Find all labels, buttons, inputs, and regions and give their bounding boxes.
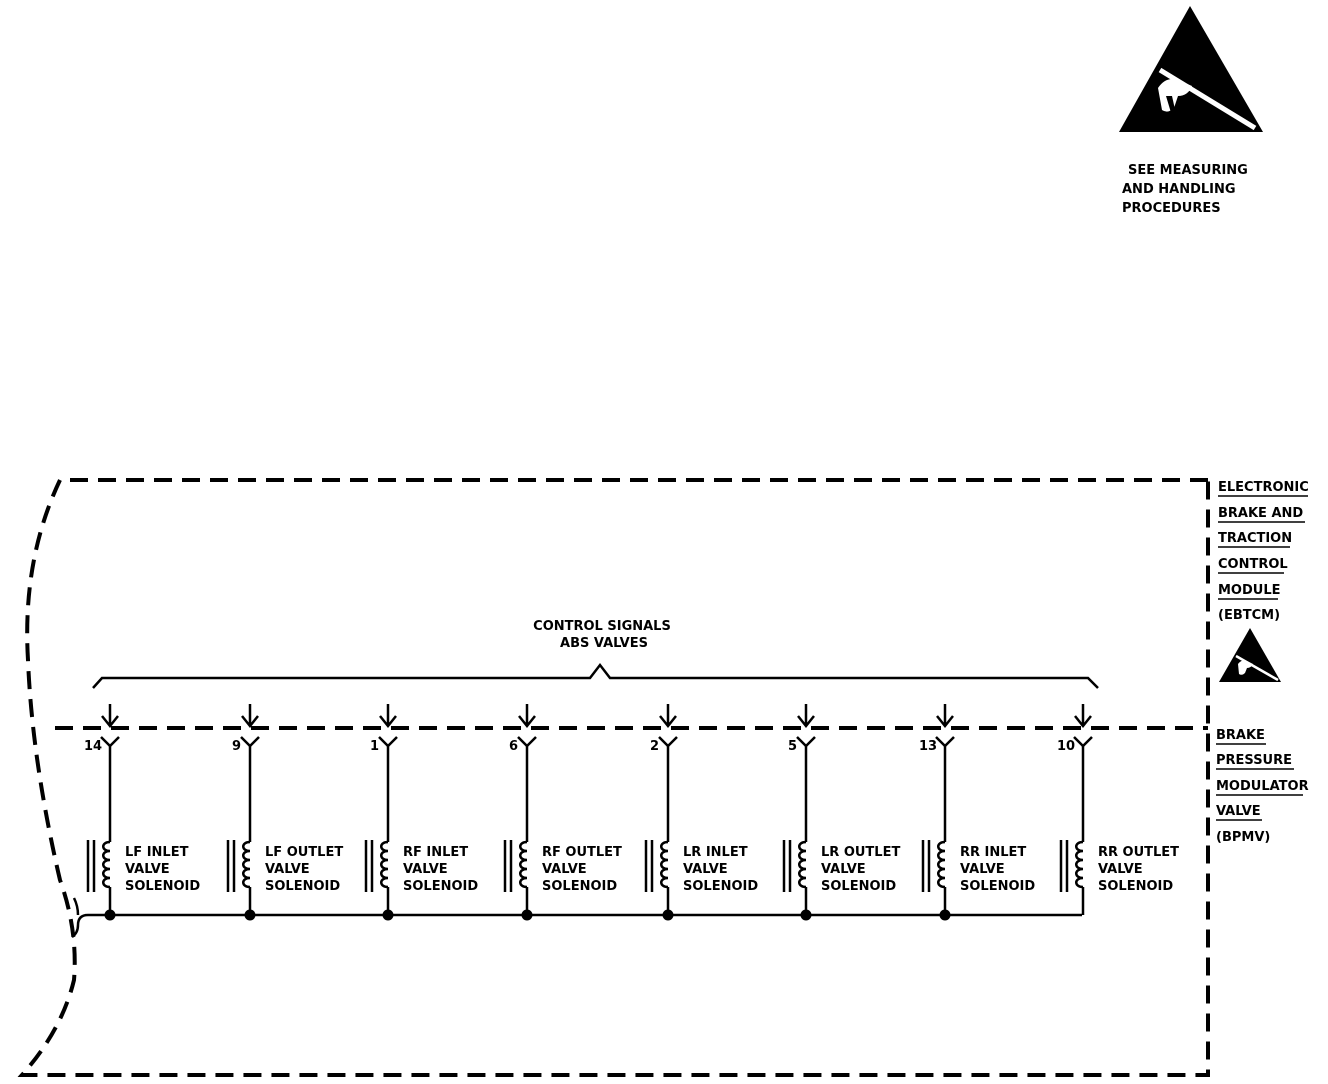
solenoid-label: SOLENOID bbox=[821, 879, 897, 894]
signal-arrow bbox=[102, 704, 118, 726]
solenoid-coil bbox=[103, 842, 110, 887]
connector-terminal bbox=[379, 737, 397, 746]
esd-line-1: SEE MEASURING bbox=[1128, 163, 1248, 178]
pin-number: 1 bbox=[370, 739, 380, 754]
pin-number: 6 bbox=[509, 739, 519, 754]
solenoid-circuits bbox=[84, 704, 1179, 921]
solenoid-label: SOLENOID bbox=[125, 879, 201, 894]
bpmv-line-3: MODULATOR bbox=[1216, 779, 1309, 794]
solenoid-label: RF OUTLET bbox=[542, 845, 622, 860]
connector-terminal bbox=[241, 737, 259, 746]
pin-number: 13 bbox=[919, 739, 938, 754]
esd-line-3: PROCEDURES bbox=[1122, 201, 1221, 216]
solenoid-label: VALVE bbox=[821, 862, 866, 877]
signal-arrow bbox=[519, 704, 535, 726]
ebtcm-line-2: BRAKE AND bbox=[1218, 506, 1304, 521]
solenoid-label: VALVE bbox=[403, 862, 448, 877]
solenoid-label: VALVE bbox=[683, 862, 728, 877]
connector-terminal bbox=[936, 737, 954, 746]
ebtcm-outline bbox=[22, 480, 1208, 1075]
solenoid-label: SOLENOID bbox=[265, 879, 341, 894]
ebtcm-line-5: MODULE bbox=[1218, 583, 1281, 598]
solenoid-label: VALVE bbox=[125, 862, 170, 877]
connector-terminal bbox=[101, 737, 119, 746]
solenoid-coil bbox=[243, 842, 250, 887]
solenoid-circuit bbox=[646, 704, 758, 921]
pin-number: 5 bbox=[788, 739, 798, 754]
solenoid-circuit bbox=[919, 704, 1035, 921]
signal-arrow bbox=[937, 704, 953, 726]
connector-terminal bbox=[659, 737, 677, 746]
ebtcm-line-6: (EBTCM) bbox=[1218, 608, 1281, 623]
connector-terminal bbox=[518, 737, 536, 746]
bpmv-label bbox=[1216, 728, 1309, 845]
pin-number: 2 bbox=[650, 739, 660, 754]
pin-number: 14 bbox=[84, 739, 103, 754]
ebtcm-line-3: TRACTION bbox=[1218, 531, 1293, 546]
bpmv-line-1: BRAKE bbox=[1216, 728, 1265, 743]
esd-warning-icon bbox=[1219, 628, 1281, 682]
solenoid-coil bbox=[1076, 842, 1083, 887]
control-signals-line-2: ABS VALVES bbox=[560, 636, 648, 651]
solenoid-coil bbox=[661, 842, 668, 887]
solenoid-circuit bbox=[228, 704, 343, 921]
pin-number: 10 bbox=[1057, 739, 1076, 754]
solenoid-circuit bbox=[1057, 704, 1179, 915]
solenoid-label: VALVE bbox=[542, 862, 587, 877]
control-signals-line-1: CONTROL SIGNALS bbox=[533, 619, 671, 634]
solenoid-label: RR INLET bbox=[960, 845, 1027, 860]
esd-line-2: AND HANDLING bbox=[1122, 182, 1236, 197]
solenoid-label: RR OUTLET bbox=[1098, 845, 1180, 860]
solenoid-circuit bbox=[84, 704, 200, 921]
solenoid-label: LR OUTLET bbox=[821, 845, 901, 860]
solenoid-label: SOLENOID bbox=[683, 879, 759, 894]
solenoid-coil bbox=[938, 842, 945, 887]
solenoid-label: SOLENOID bbox=[1098, 879, 1174, 894]
ebtcm-label bbox=[1218, 480, 1309, 682]
pin-number: 9 bbox=[232, 739, 242, 754]
connector-terminal bbox=[797, 737, 815, 746]
solenoid-label: SOLENOID bbox=[542, 879, 618, 894]
solenoid-label: VALVE bbox=[1098, 862, 1143, 877]
solenoid-label: VALVE bbox=[960, 862, 1005, 877]
solenoid-label: LF OUTLET bbox=[265, 845, 344, 860]
signal-arrow bbox=[660, 704, 676, 726]
solenoid-coil bbox=[520, 842, 527, 887]
solenoid-circuit bbox=[784, 704, 900, 921]
esd-notice bbox=[1119, 6, 1263, 216]
solenoid-circuit bbox=[505, 704, 622, 921]
signal-arrow bbox=[380, 704, 396, 726]
signal-arrow bbox=[1075, 704, 1091, 726]
connector-terminal bbox=[1074, 737, 1092, 746]
solenoid-label: VALVE bbox=[265, 862, 310, 877]
solenoid-circuit bbox=[366, 704, 478, 921]
ground-bus bbox=[72, 898, 1082, 937]
signal-arrow bbox=[798, 704, 814, 726]
signal-arrow bbox=[242, 704, 258, 726]
bpmv-line-2: PRESSURE bbox=[1216, 753, 1293, 768]
bpmv-line-5: (BPMV) bbox=[1216, 830, 1271, 845]
solenoid-label: SOLENOID bbox=[403, 879, 479, 894]
bpmv-line-4: VALVE bbox=[1216, 804, 1261, 819]
solenoid-label: LF INLET bbox=[125, 845, 189, 860]
esd-warning-icon bbox=[1119, 6, 1263, 132]
control-signals-brace bbox=[93, 619, 1098, 688]
solenoid-coil bbox=[381, 842, 388, 887]
ebtcm-line-1: ELECTRONIC bbox=[1218, 480, 1309, 495]
ebtcm-line-4: CONTROL bbox=[1218, 557, 1288, 572]
solenoid-coil bbox=[799, 842, 806, 887]
solenoid-label: RF INLET bbox=[403, 845, 469, 860]
solenoid-label: SOLENOID bbox=[960, 879, 1036, 894]
solenoid-label: LR INLET bbox=[683, 845, 748, 860]
